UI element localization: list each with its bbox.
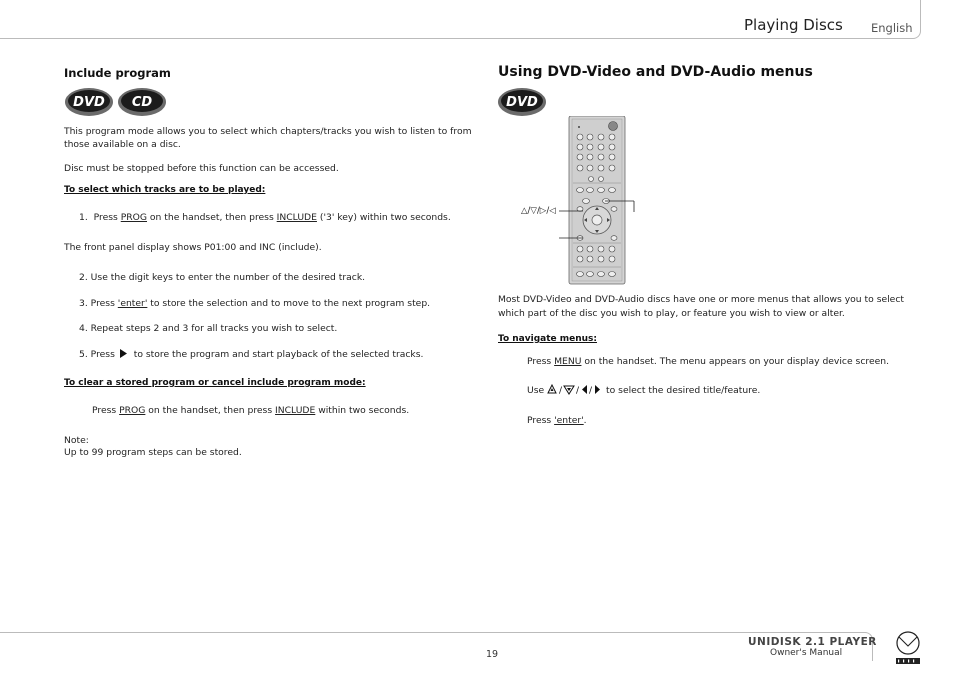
note-label: Note: xyxy=(64,435,89,446)
menu-key: MENU xyxy=(554,356,582,367)
svg-text:/: / xyxy=(559,386,563,395)
header-rule xyxy=(0,38,912,39)
nav-step-menu: Press MENU on the handset. The menu appears on your display device screen. xyxy=(527,356,890,367)
dvd-menus-heading: Using DVD-Video and DVD-Audio menus xyxy=(498,64,813,80)
clear-program-subheading: To clear a stored program or cancel include program mode: xyxy=(64,378,366,388)
dvd-badge-icon xyxy=(65,88,113,116)
menus-body-line-2: which part of the disc you wish to play, or feature you wish to view or alter. xyxy=(498,308,845,319)
svg-text:/: / xyxy=(576,386,580,395)
manual-label: Owner's Manual xyxy=(770,648,843,658)
remote-control-illustration xyxy=(517,116,637,286)
play-triangle-icon xyxy=(119,349,128,358)
linn-logo-icon xyxy=(893,630,923,666)
cd-badge-icon xyxy=(118,88,166,116)
step-2: 2. Use the digit keys to enter the number of the desired track. xyxy=(79,272,366,283)
dvd-badge-text: DVD xyxy=(506,95,538,110)
step-1: 1. Press PROG on the handset, then press INCLUDE ('3' key) within two seconds. xyxy=(79,212,451,223)
disc-format-badges xyxy=(64,86,168,118)
include-key: INCLUDE xyxy=(275,405,316,416)
include-program-heading: Include program xyxy=(64,66,171,80)
footer-rule xyxy=(0,632,866,633)
nav-step-enter: Press 'enter'. xyxy=(527,415,587,426)
language-label: English xyxy=(871,21,913,35)
prog-key: PROG xyxy=(119,405,146,416)
step-5: 5. Press to store the program and start playback of the selected tracks. xyxy=(79,349,424,360)
step-4: 4. Repeat steps 2 and 3 for all tracks you wish to select. xyxy=(79,323,338,334)
enter-key: 'enter' xyxy=(554,415,584,426)
stopped-note: Disc must be stopped before this function can be accessed. xyxy=(64,163,339,174)
nav-step-arrows: Use / / / to select the desired title/feature. xyxy=(527,385,761,396)
enter-key: 'enter' xyxy=(117,298,148,309)
intro-line-2: those available on a disc. xyxy=(64,139,181,150)
menus-body-line-1: Most DVD-Video and DVD-Audio discs have one or more menus that allows you to select xyxy=(498,294,904,305)
display-note: The front panel display shows P01:00 and INC (include). xyxy=(64,242,322,253)
step-3: 3. Press 'enter' to store the selection and to move to the next program step. xyxy=(79,298,431,309)
dvd-badge-icon xyxy=(497,86,549,118)
note-text: Up to 99 program steps can be stored. xyxy=(64,447,242,458)
include-key: INCLUDE xyxy=(276,212,317,223)
select-tracks-subheading: To select which tracks are to be played: xyxy=(64,185,266,195)
navigate-menus-subheading: To navigate menus: xyxy=(498,334,597,344)
clear-instruction: Press PROG on the handset, then press INCLUDE within two seconds. xyxy=(92,405,410,416)
prog-key: PROG xyxy=(120,212,148,223)
arrow-keys-icon xyxy=(547,384,603,395)
svg-text:/: / xyxy=(589,386,593,395)
cd-badge-text: CD xyxy=(131,95,153,110)
product-name: UNIDISK 2.1 PLAYER xyxy=(748,636,877,648)
nav-arrows-callout: △/▽/▷/◁ xyxy=(521,206,556,216)
dvd-badge-text: DVD xyxy=(73,95,105,110)
intro-line-1: This program mode allows you to select which chapters/tracks you wish to listen to from xyxy=(64,126,472,137)
page-section-title: Playing Discs xyxy=(744,16,843,34)
page-number: 19 xyxy=(486,649,499,660)
